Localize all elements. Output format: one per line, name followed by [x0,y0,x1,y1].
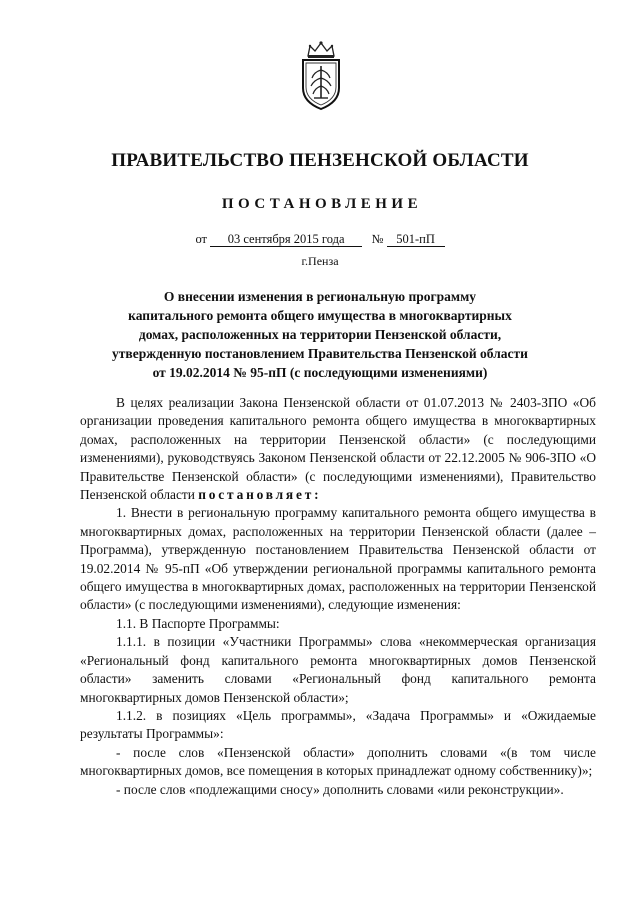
resolve-word: постановляет: [198,487,322,503]
body-paragraph: 1. Внести в региональную программу капитального ремонта общего имущества в многоквартирных домах, расположенных на территории Пензенской области (далее – Программа), утвержденную постановлением Правительства Пензенской области от 19.02.2014 № 95-пП «Об утверждении региональной программы капитального ремонта общего имущества в многоквартирных домах, расположенных на территории Пензенской области» (с последующими изменениями), следующие изменения: [80,505,596,613]
preamble-text: В целях реализации Закона Пензенской области от 01.07.2013 № 2403-ЗПО «Об организации проведения капитального ремонта общего имущества в многоквартирных домах, расположенных на территории Пензенской области» (с последующими изменениями), руководствуясь Законом Пензенской области от 22.12.2005 № 906-ЗПО «О Правительстве Пензенской области» (с последующими изменениями), Правительство Пензенской области [80,395,596,503]
body-paragraph: 1.1.1. в позиции «Участники Программы» слова «некоммерческая организация «Региональный фонд капитального ремонта многоквартирных домов Пензенской области» заменить словами «Региональный фонд капитального ремонта многоквартирных домов Пензенской области»; [80,634,596,705]
body-paragraph: - после слов «Пензенской области» дополнить словами «(в том числе многоквартирных домов, все помещения в которых принадлежат одному собственнику)»; [80,744,596,779]
document-type: ПОСТАНОВЛЕНИЕ [221,196,423,212]
coat-of-arms-emblem [296,40,346,112]
date-prefix: от [195,232,207,246]
decree-number: 501-пП [387,232,445,247]
decree-subject [60,287,580,382]
subject-line: от 19.02.2014 № 95-пП (с последующими изменениями) [152,365,488,380]
body-paragraph: 1.1.2. в позициях «Цель программы», «Задача Программы» и «Ожидаемые результаты Программы»: [80,707,596,742]
subject-line: утвержденную постановлением Правительства Пензенской области [112,346,528,361]
body-paragraph: 1.1. В Паспорте Программы: [116,615,280,631]
number-prefix: № [371,232,384,246]
decree-date: 03 сентября 2015 года [210,232,362,247]
body-paragraph: - после слов «подлежащими сносу» дополнить словами «или реконструкции». [116,781,564,797]
decree-body [80,394,596,799]
city: г.Пенза [301,254,339,268]
preamble-paragraph [80,394,596,504]
government-title: ПРАВИТЕЛЬСТВО ПЕНЗЕНСКОЙ ОБЛАСТИ [111,150,529,171]
subject-line: О внесении изменения в региональную программу [163,289,477,304]
subject-line: капитального ремонта общего имущества в многоквартирных [128,308,512,323]
subject-line: домах, расположенных на территории Пензенской области, [138,327,502,342]
date-number-line [0,232,640,247]
